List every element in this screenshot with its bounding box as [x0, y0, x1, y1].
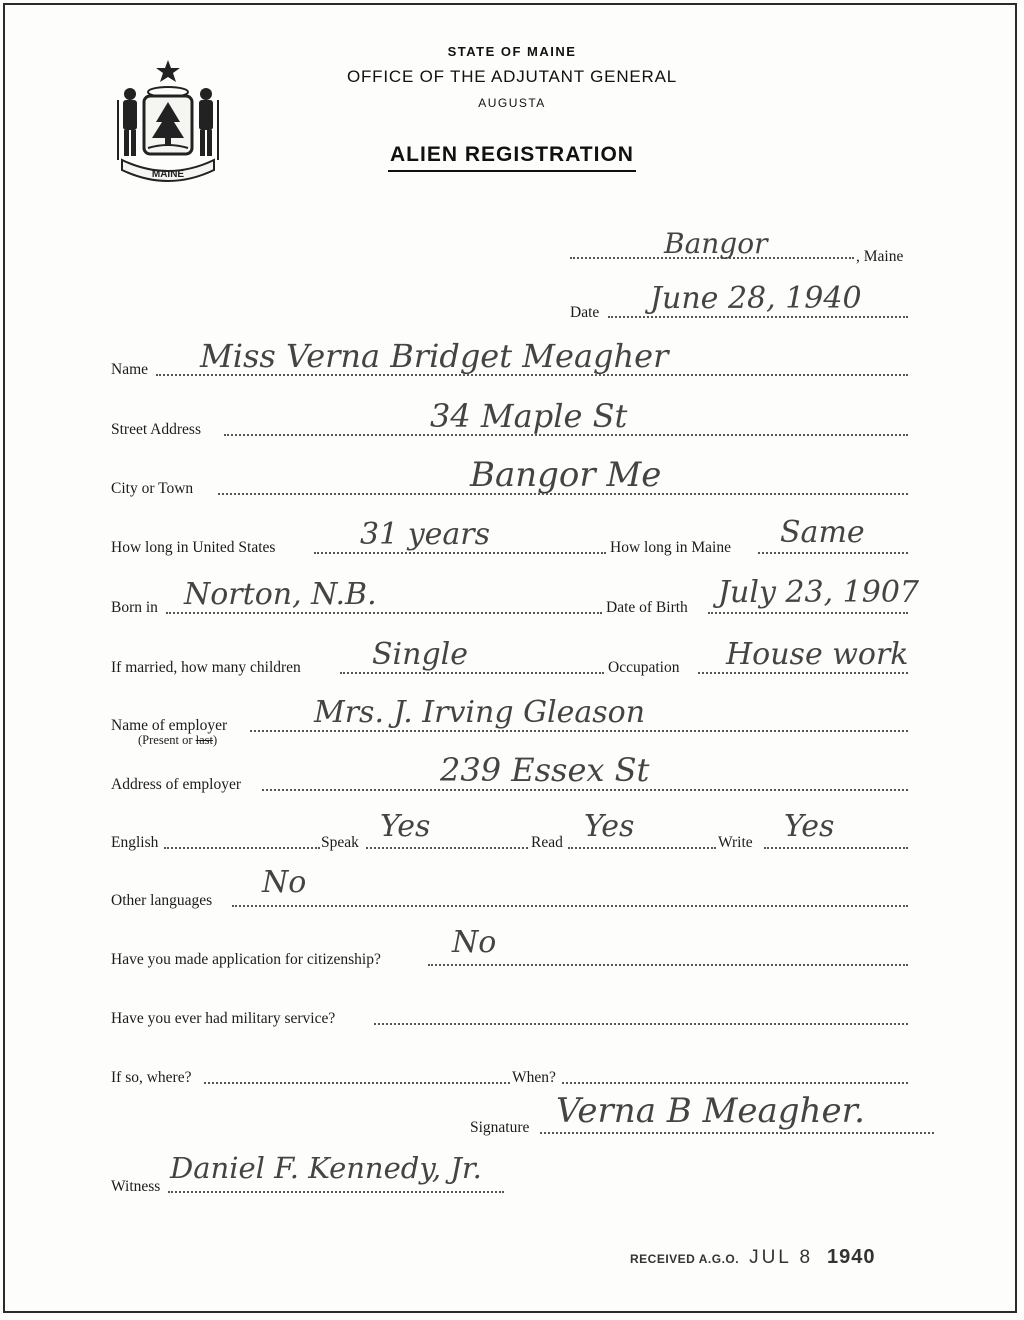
city-label: City or Town — [111, 480, 194, 497]
employer-address-label: Address of employer — [111, 776, 241, 793]
office-heading: OFFICE OF THE ADJUTANT GENERAL — [346, 67, 678, 86]
other-languages-line — [232, 904, 908, 907]
how-long-us-value: 31 years — [360, 517, 491, 552]
city-heading: AUGUSTA — [478, 96, 546, 110]
witness-label: Witness — [111, 1178, 161, 1195]
military-label: Have you ever had military service? — [111, 1010, 336, 1027]
how-long-maine-line — [758, 551, 908, 554]
street-address-value: 34 Maple St — [430, 397, 628, 435]
date-of-birth-line — [708, 611, 908, 614]
name-label: Name — [111, 361, 149, 378]
occupation-value: House work — [726, 637, 909, 672]
received-stamp-label: RECEIVED A.G.O. — [630, 1252, 740, 1266]
form-title-text: ALIEN REGISTRATION — [388, 143, 636, 172]
other-languages-value: No — [262, 865, 307, 900]
date-value: June 28, 1940 — [650, 281, 862, 316]
married-children-label: If married, how many children — [111, 659, 301, 676]
date-of-birth-value: July 23, 1907 — [718, 575, 920, 610]
received-stamp-year: 1940 — [827, 1246, 876, 1268]
how-long-us-label: How long in United States — [111, 539, 276, 556]
citizenship-value: No — [452, 925, 497, 960]
when-label: When? — [512, 1069, 556, 1086]
form-title — [0, 143, 1024, 167]
citizenship-label: Have you made application for citizenship? — [111, 951, 381, 968]
english-line — [164, 846, 320, 849]
read-label: Read — [531, 834, 563, 851]
read-line — [568, 846, 716, 849]
state-heading: STATE OF MAINE — [447, 44, 577, 59]
street-address-label: Street Address — [111, 421, 201, 438]
received-stamp-date: JUL 8 — [749, 1247, 814, 1268]
born-in-label: Born in — [111, 599, 158, 616]
speak-label: Speak — [321, 834, 359, 851]
date-label: Date — [570, 304, 600, 321]
military-line — [374, 1022, 908, 1025]
employer-address-value: 239 Essex St — [440, 751, 650, 789]
where-line — [204, 1081, 510, 1084]
born-in-value: Norton, N.B. — [184, 577, 377, 612]
married-children-value: Single — [372, 637, 469, 672]
where-label: If so, where? — [111, 1069, 192, 1086]
english-label: English — [111, 834, 159, 851]
other-languages-label: Other languages — [111, 892, 213, 909]
write-label: Write — [718, 834, 753, 851]
employer-note — [138, 733, 217, 748]
occupation-label: Occupation — [608, 659, 680, 676]
how-long-maine-value: Same — [780, 515, 865, 550]
how-long-maine-label: How long in Maine — [610, 539, 731, 556]
name-value: Miss Verna Bridget Meagher — [200, 337, 669, 375]
witness-line — [168, 1190, 504, 1193]
employer-name-label: Name of employer — [111, 717, 228, 734]
date-of-birth-label: Date of Birth — [606, 599, 688, 616]
when-line — [562, 1081, 908, 1084]
city-value: Bangor Me — [470, 455, 662, 495]
employer-note-suffix: ) — [212, 733, 218, 747]
write-value: Yes — [784, 809, 835, 844]
employer-note-prefix: (Present or — [138, 733, 196, 747]
speak-line — [366, 846, 528, 849]
read-value: Yes — [584, 809, 635, 844]
witness-value: Daniel F. Kennedy, Jr. — [170, 1151, 482, 1185]
employer-name-value: Mrs. J. Irving Gleason — [314, 695, 646, 730]
svg-text:MAINE: MAINE — [151, 169, 185, 180]
citizenship-line — [428, 963, 908, 966]
signature-line — [540, 1131, 934, 1134]
received-stamp — [630, 1246, 876, 1269]
employer-note-struck: last — [195, 733, 213, 747]
write-line — [764, 846, 908, 849]
signature-value: Verna B Meagher. — [556, 1091, 865, 1131]
maine-label: , Maine — [856, 248, 904, 265]
place-value: Bangor — [664, 227, 768, 260]
speak-value: Yes — [380, 809, 431, 844]
signature-label: Signature — [470, 1119, 530, 1136]
